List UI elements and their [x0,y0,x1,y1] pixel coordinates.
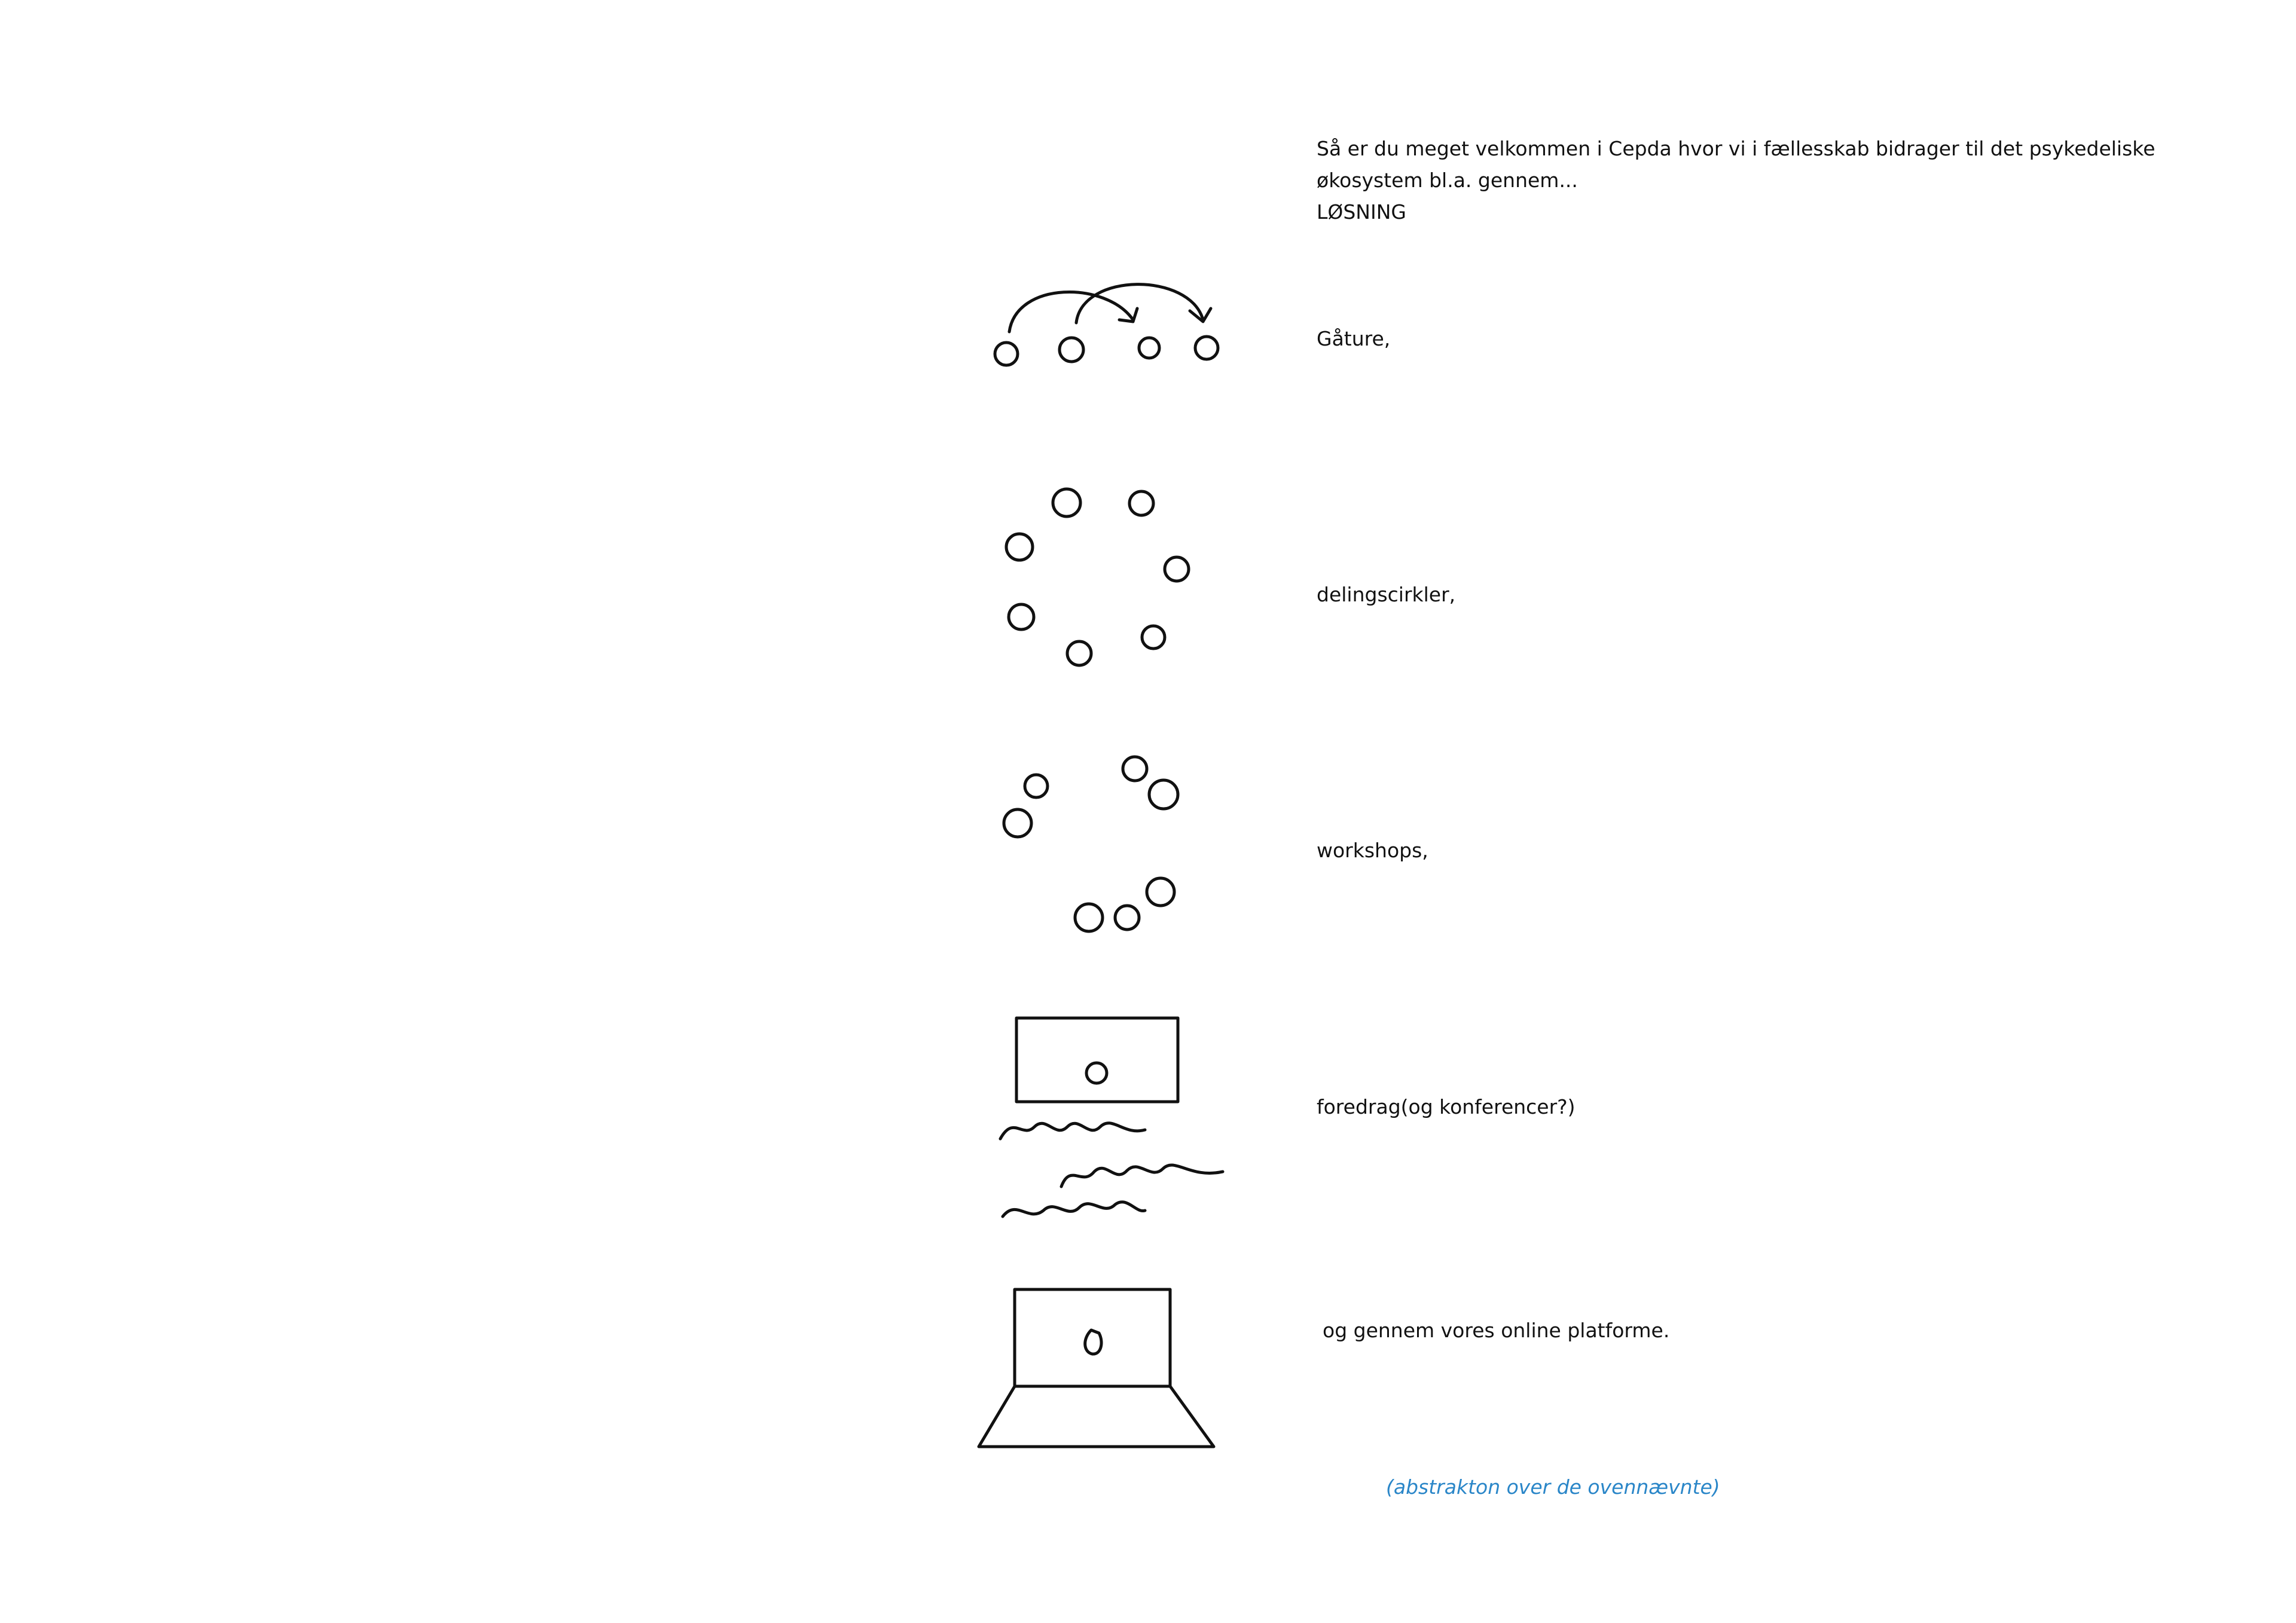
intro-line-1: Så er du meget velkommen i Cepda hvor vi i fællesskab bidrager til det psykedeliske [1317,137,2155,160]
laptop-icon [979,1289,1214,1447]
workshop-groups-icon [1004,757,1178,931]
intro-line-2: økosystem bl.a. gennem... [1317,169,1578,192]
item-label-walks: Gåture, [1317,327,1391,350]
item-label-online: og gennem vores online platforme. [1323,1319,1670,1342]
item-label-sharing-circles: delingscirkler, [1317,583,1456,606]
item-label-lectures: foredrag(og konferencer?) [1317,1095,1576,1118]
intro-heading: LØSNING [1317,200,1406,224]
walking-circles-icon [995,285,1218,365]
lecture-screen-icon [1000,1018,1223,1217]
abstraction-note: (abstrakton over de ovennævnte) [1386,1475,1720,1499]
item-label-workshops: workshops, [1317,839,1428,862]
sharing-circle-icon [1006,489,1189,665]
